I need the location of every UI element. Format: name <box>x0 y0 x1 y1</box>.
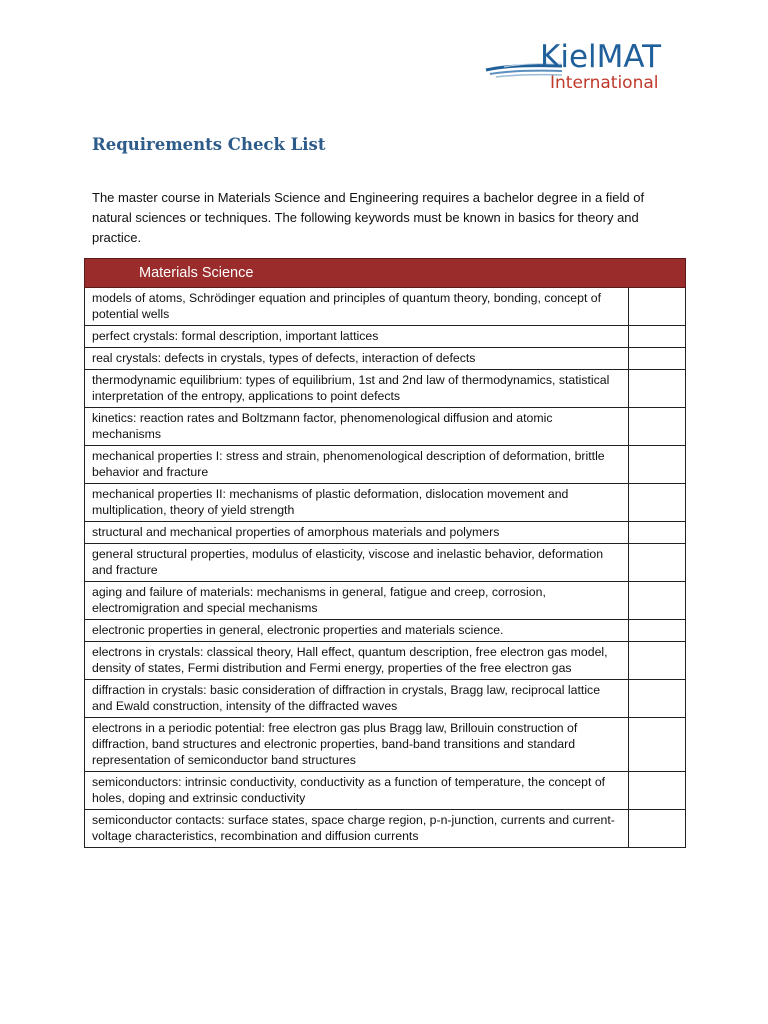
table-row <box>85 370 686 408</box>
topic-cell: diffraction in crystals: basic consideration of diffraction in crystals, Bragg law, reciprocal lattice and Ewald construction, intensity of the diffracted waves <box>85 680 629 718</box>
table-row <box>85 484 686 522</box>
topic-cell: real crystals: defects in crystals, types of defects, interaction of defects <box>85 348 629 370</box>
topic-cell: semiconductors: intrinsic conductivity, conductivity as a function of temperature, the concept of holes, doping and extrinsic conductivity <box>85 772 629 810</box>
topic-cell: electrons in crystals: classical theory, Hall effect, quantum description, free electron gas model, density of states, Fermi distribution and Fermi energy, properties of the free electron gas <box>85 642 629 680</box>
topic-cell: general structural properties, modulus of elasticity, viscose and inelastic behavior, deformation and fracture <box>85 544 629 582</box>
topic-cell: semiconductor contacts: surface states, space charge region, p-n-junction, currents and current-voltage characteristics, recombination and diffusion currents <box>85 810 629 848</box>
topic-cell: kinetics: reaction rates and Boltzmann factor, phenomenological diffusion and atomic mechanisms <box>85 408 629 446</box>
topic-cell: electrons in a periodic potential: free electron gas plus Bragg law, Brillouin construction of diffraction, band structures and electronic properties, band-band transitions and standard representation of semiconductor band structures <box>85 718 629 772</box>
check-box[interactable] <box>629 446 686 484</box>
table-row <box>85 620 686 642</box>
check-box[interactable] <box>629 582 686 620</box>
table-row <box>85 408 686 446</box>
check-box[interactable] <box>629 370 686 408</box>
logo-subtitle: International <box>550 73 659 93</box>
topic-cell: thermodynamic equilibrium: types of equilibrium, 1st and 2nd law of thermodynamics, statistical interpretation of the entropy, applications to point defects <box>85 370 629 408</box>
topic-cell: electronic properties in general, electronic properties and materials science. <box>85 620 629 642</box>
topic-cell: mechanical properties II: mechanisms of plastic deformation, dislocation movement and multiplication, theory of yield strength <box>85 484 629 522</box>
table-row <box>85 522 686 544</box>
check-box[interactable] <box>629 522 686 544</box>
table-row <box>85 288 686 326</box>
check-box[interactable] <box>629 408 686 446</box>
page-title: Requirements Check List <box>92 135 326 154</box>
check-box[interactable] <box>629 348 686 370</box>
check-box[interactable] <box>629 810 686 848</box>
table-row <box>85 446 686 484</box>
table-row <box>85 772 686 810</box>
check-box[interactable] <box>629 620 686 642</box>
check-box[interactable] <box>629 772 686 810</box>
check-box[interactable] <box>629 718 686 772</box>
check-box[interactable] <box>629 544 686 582</box>
check-box[interactable] <box>629 288 686 326</box>
table-row <box>85 544 686 582</box>
table-row <box>85 810 686 848</box>
logo-brand: KielMAT <box>540 39 662 75</box>
requirements-table <box>84 258 686 848</box>
topic-cell: aging and failure of materials: mechanisms in general, fatigue and creep, corrosion, electromigration and special mechanisms <box>85 582 629 620</box>
check-box[interactable] <box>629 642 686 680</box>
check-box[interactable] <box>629 484 686 522</box>
table-row <box>85 718 686 772</box>
table-row <box>85 642 686 680</box>
topic-cell: models of atoms, Schrödinger equation and principles of quantum theory, bonding, concept of potential wells <box>85 288 629 326</box>
kielmat-logo <box>484 38 674 100</box>
topic-cell: mechanical properties I: stress and strain, phenomenological description of deformation, brittle behavior and fracture <box>85 446 629 484</box>
table-row <box>85 582 686 620</box>
topic-cell: perfect crystals: formal description, important lattices <box>85 326 629 348</box>
table-row <box>85 326 686 348</box>
table-row <box>85 348 686 370</box>
check-box[interactable] <box>629 326 686 348</box>
table-header: Materials Science <box>85 259 686 288</box>
topic-cell: structural and mechanical properties of amorphous materials and polymers <box>85 522 629 544</box>
table-row <box>85 680 686 718</box>
check-box[interactable] <box>629 680 686 718</box>
intro-paragraph: The master course in Materials Science and Engineering requires a bachelor degree in a field of natural sciences or techniques. The following keywords must be known in basics for theory and practice. <box>92 190 645 245</box>
